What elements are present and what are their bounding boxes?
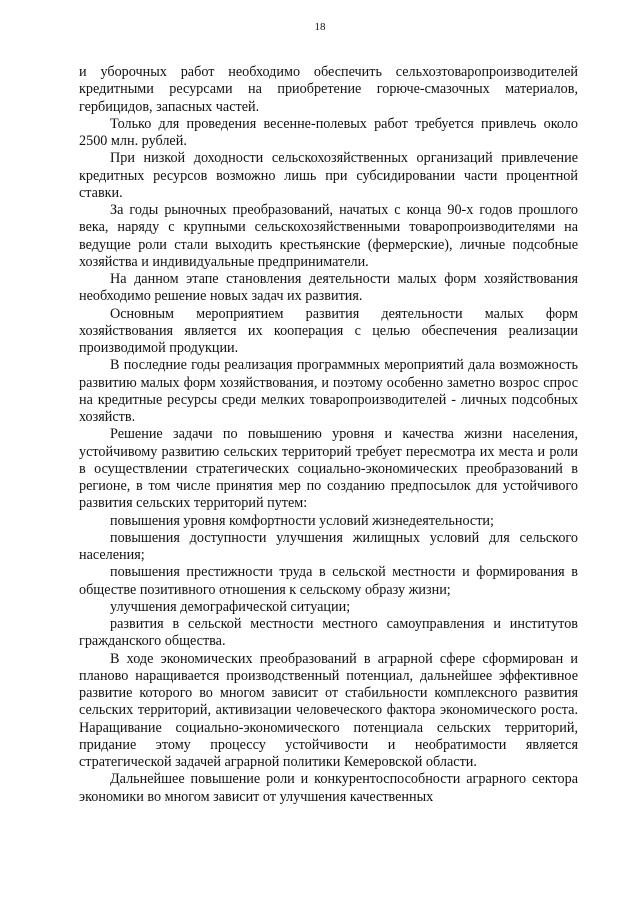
paragraph: В ходе экономических преобразований в аграрной сфере сформирован и планово наращивается производственный потенциал, дальнейшее эффективное развитие которого во многом зависит от стабильности комплексного развития сельских территорий, активизации человеческого фактора экономического роста. Наращивание социально-экономического потенциала сельских территорий, придание этому процессу устойчивости и необратимости является стратегической задачей аграрной политики Кемеровской области. [79,650,578,770]
paragraph: В последние годы реализация программных мероприятий дала возможность развитию малых форм хозяйствования, и поэтому особенно заметно возрос спрос на кредитные ресурсы среди мелких товаропроизводителей - личных подсобных хозяйств. [79,357,578,425]
list-item: улучшения демографической ситуации; [110,598,351,615]
paragraph: Только для проведения весенне-полевых работ требуется привлечь около 2500 млн. рублей. [79,115,578,149]
body-text [79,64,578,806]
paragraph: На данном этапе становления деятельности малых форм хозяйствования необходимо решение новых задач их развития. [79,271,578,305]
page-number: 18 [314,21,326,33]
list-item: повышения престижности труда в сельской местности и формирования в обществе позитивного отношения к сельскому образу жизни; [79,564,578,598]
paragraph: и уборочных работ необходимо обеспечить сельхозтоваропроизводителей кредитными ресурсами на приобретение горюче-смазочных материалов, гербицидов, запасных частей. [79,64,578,115]
paragraph: Дальнейшее повышение роли и конкурентоспособности аграрного сектора экономики во многом зависит от улучшения качественных [79,771,578,805]
list-item: развития в сельской местности местного самоуправления и институтов гражданского общества. [79,616,578,650]
list-item: повышения доступности улучшения жилищных условий для сельского населения; [79,529,578,563]
paragraph: Решение задачи по повышению уровня и качества жизни населения, устойчивому развитию сельских территорий требует пересмотра их места и роли в осуществлении стратегических социально-экономических преобразований в регионе, в том числе принятия мер по созданию предпосылок для устойчивого развития сельских территорий путем: [79,426,578,512]
paragraph: При низкой доходности сельскохозяйственных организаций привлечение кредитных ресурсов возможно лишь при субсидировании части процентной ставки. [79,150,578,201]
paragraph: Основным мероприятием развития деятельности малых форм хозяйствования является их кооперация с целью обеспечения реализации производимой продукции. [79,305,578,356]
list-item: повышения уровня комфортности условий жизнедеятельности; [110,512,494,529]
paragraph: За годы рыночных преобразований, начатых с конца 90-х годов прошлого века, наряду с крупными сельскохозяйственными товаропроизводителями на ведущие роли стали выходить крестьянские (фермерские), личные подсобные хозяйства и индивидуальные предприниматели. [79,202,578,270]
